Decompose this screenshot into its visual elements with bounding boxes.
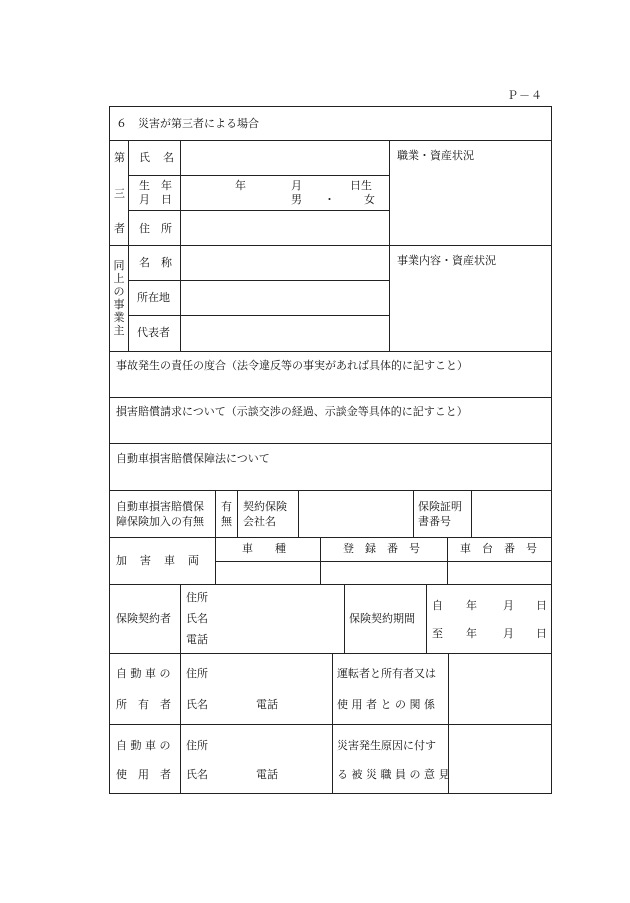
column-divider (413, 490, 414, 537)
column-divider (215, 490, 216, 584)
user-name-label: 氏名 (186, 768, 208, 781)
responsibility-label: 事故発生の責任の度合（法令違反等の事実があれば具体的に記すこと） (116, 359, 468, 372)
third-party-birth-year: 年 (235, 179, 246, 192)
employer-label-char: 上 (113, 272, 125, 285)
insurance-enrolled-label-1: 自動車損害賠償保 (116, 500, 204, 513)
row-divider (110, 351, 551, 352)
policyholder-period-to-month: 月 (503, 627, 514, 640)
column-divider (180, 140, 181, 351)
employer-label-char: の (113, 285, 125, 298)
column-divider (426, 584, 427, 653)
column-divider (298, 490, 299, 537)
insurance-company-label-2: 会社名 (243, 515, 276, 528)
owner-label-2: 所 有 者 (116, 698, 171, 711)
vehicle-chassis-header: 車 台 番 号 (460, 542, 537, 555)
third-party-occupation-label: 職業・資産状況 (397, 149, 474, 162)
employer-label-char: 事 (113, 298, 125, 311)
row-divider (110, 724, 551, 725)
vehicle-label: 加 害 車 両 (116, 554, 200, 567)
user-label-2: 使 用 者 (116, 768, 171, 781)
third-party-sex-male: 男 (291, 193, 302, 206)
user-phone-label: 電話 (256, 768, 278, 781)
user-label-1: 自 動 車 の (116, 739, 171, 752)
employer-label-char: 同 (113, 259, 125, 272)
owner-relation-label-2: 使 用 者 と の 関 係 (337, 698, 435, 711)
owner-name-label: 氏名 (186, 698, 208, 711)
policyholder-label: 保険契約者 (116, 612, 171, 625)
row-divider (128, 175, 389, 176)
third-party-disaster-form (109, 106, 552, 794)
employer-label-char: 主 (113, 324, 125, 337)
page-number: Ｐ－４ (507, 89, 543, 102)
row-divider (128, 210, 389, 211)
policyholder-period-from-month: 月 (503, 599, 514, 612)
insurance-no: 無 (221, 515, 232, 528)
section-title: ６ 災害が第三者による場合 (116, 117, 259, 130)
employer-business-label: 事業内容・資産状況 (397, 254, 496, 267)
column-divider (447, 537, 448, 584)
third-party-birth-month: 月 (291, 179, 302, 192)
policyholder-period-to-day: 日 (536, 627, 547, 640)
third-party-birth-label-1: 生 年 (139, 179, 172, 192)
policyholder-address-label: 住所 (186, 591, 208, 604)
row-divider (110, 653, 551, 654)
owner-phone-label: 電話 (256, 698, 278, 711)
third-party-label-1: 第 (114, 151, 125, 164)
row-divider (110, 584, 551, 585)
third-party-label-2: 三 (114, 187, 125, 200)
policyholder-period-from-day: 日 (536, 599, 547, 612)
employer-group-label (113, 259, 125, 337)
row-divider (110, 537, 551, 538)
row-divider (110, 443, 551, 444)
row-divider (110, 397, 551, 398)
owner-relation-label-1: 運転者と所有者又は (337, 667, 436, 680)
insurance-certificate-label-2: 書番号 (418, 515, 451, 528)
insurance-company-label-1: 契約保険 (243, 500, 287, 513)
policyholder-phone-label: 電話 (186, 633, 208, 646)
policyholder-period-to-year: 年 (466, 627, 477, 640)
user-address-label: 住所 (186, 739, 208, 752)
row-divider (215, 561, 551, 562)
employer-name-label: 名 称 (139, 256, 172, 269)
insurance-yes: 有 (221, 500, 232, 513)
third-party-sex-dot: ・ (324, 193, 335, 206)
third-party-address-label: 住 所 (139, 222, 172, 235)
row-divider (128, 280, 389, 281)
damages-label: 損害賠償請求について（示談交渉の経過、示談金等具体的に記すこと） (116, 405, 468, 418)
owner-label-1: 自 動 車 の (116, 667, 171, 680)
policyholder-period-from: 自 (432, 599, 443, 612)
row-divider (110, 490, 551, 491)
insurance-enrolled-label-2: 障保険加入の有無 (116, 515, 204, 528)
third-party-birth-label-2: 月 日 (139, 193, 172, 206)
third-party-birth-day: 日生 (350, 179, 372, 192)
employer-label-char: 業 (113, 311, 125, 324)
owner-address-label: 住所 (186, 667, 208, 680)
column-divider (332, 653, 333, 793)
auto-liability-label: 自動車損害賠償保障法について (116, 452, 270, 465)
user-opinion-label-2: る 被 災 職 員 の 意 見 (337, 768, 450, 781)
row-divider (110, 245, 551, 246)
column-divider (389, 140, 390, 351)
policyholder-period-label: 保険契約期間 (349, 612, 415, 625)
policyholder-period-to: 至 (432, 627, 443, 640)
policyholder-period-from-year: 年 (466, 599, 477, 612)
row-divider (110, 140, 551, 141)
vehicle-registration-header: 登 録 番 号 (343, 542, 420, 555)
third-party-label-3: 者 (114, 222, 125, 235)
row-divider (128, 315, 389, 316)
column-divider (128, 140, 129, 351)
column-divider (180, 584, 181, 793)
user-opinion-label-1: 災害発生原因に付す (337, 739, 436, 752)
column-divider (237, 490, 238, 537)
employer-representative-label: 代表者 (137, 326, 170, 339)
policyholder-name-label: 氏名 (186, 612, 208, 625)
column-divider (344, 584, 345, 653)
vehicle-type-header: 車 種 (242, 542, 286, 555)
employer-location-label: 所在地 (137, 291, 170, 304)
column-divider (320, 537, 321, 584)
insurance-certificate-label-1: 保険証明 (418, 500, 462, 513)
third-party-name-label: 氏 名 (139, 151, 175, 164)
column-divider (471, 490, 472, 537)
third-party-sex-female: 女 (364, 193, 375, 206)
